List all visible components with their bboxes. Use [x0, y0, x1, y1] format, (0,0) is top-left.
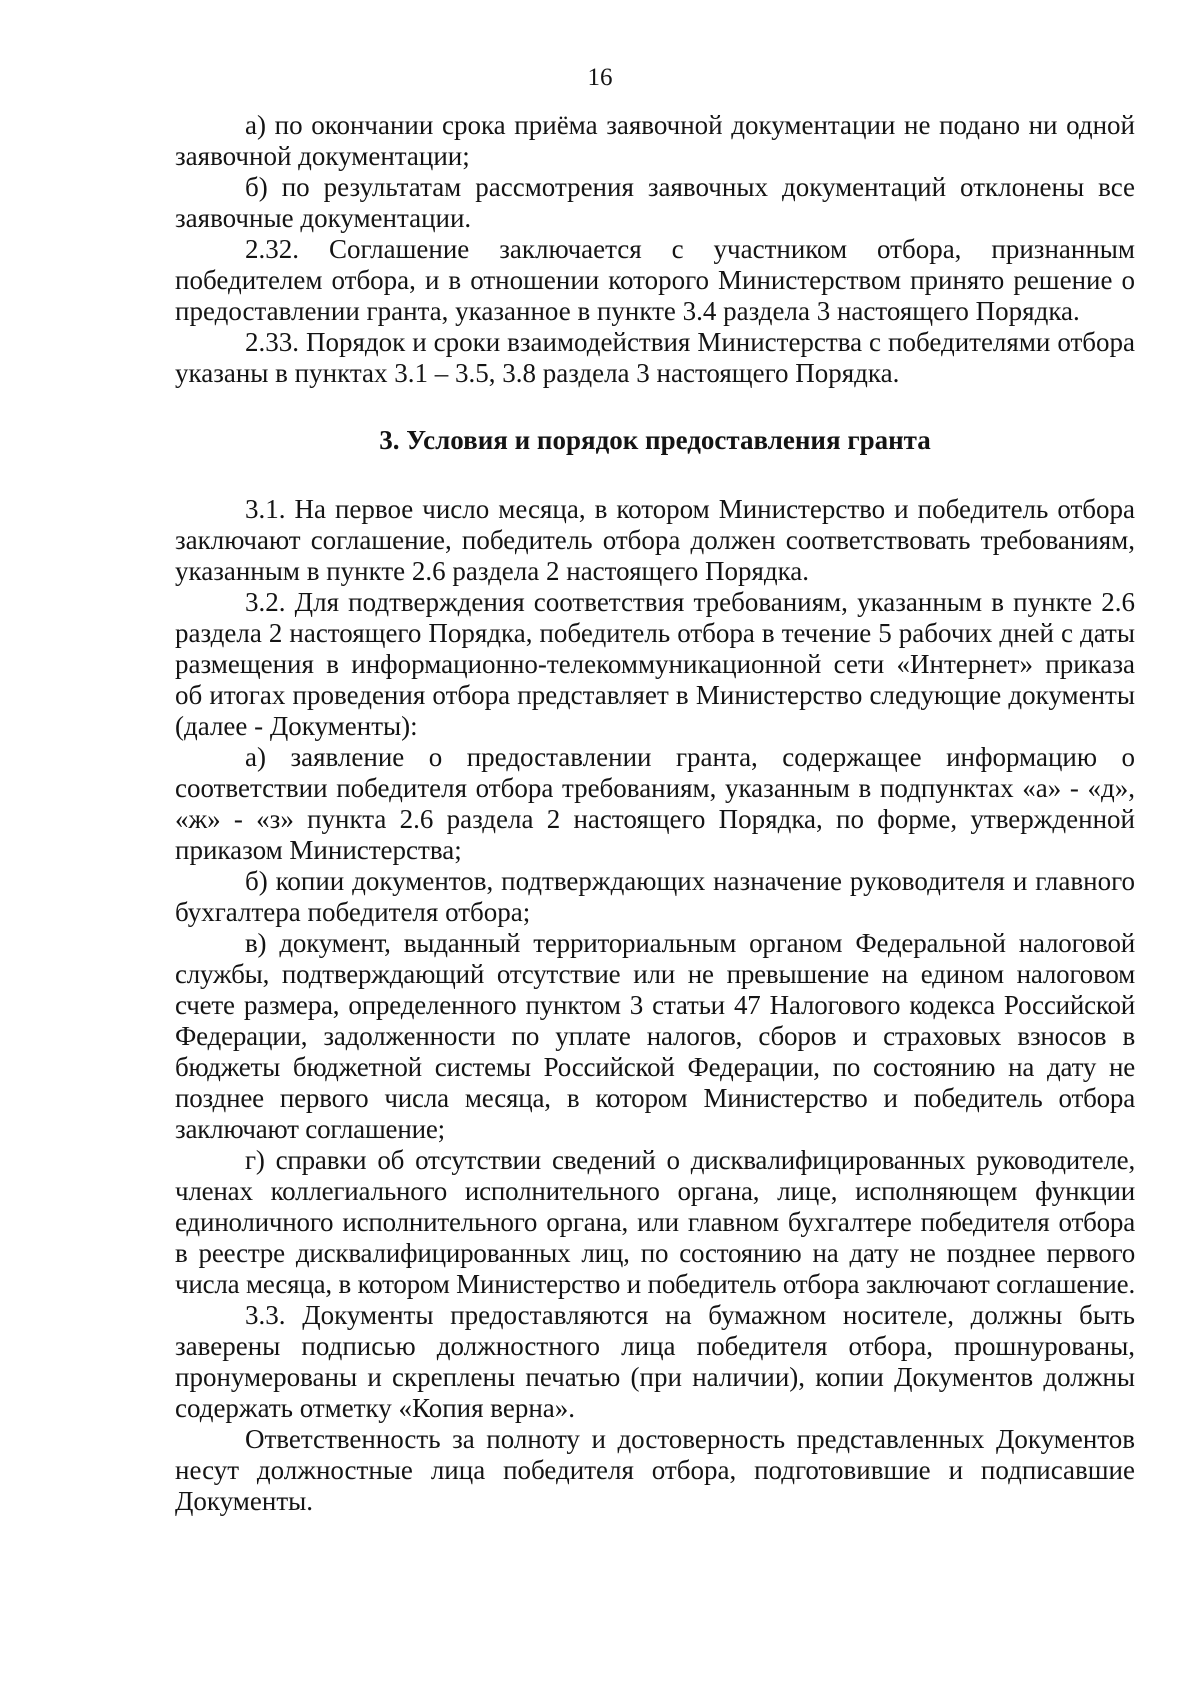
paragraph-2-33: 2.33. Порядок и сроки взаимодействия Министерства с победителями отбора указаны в пунктах 3.1 – 3.5, 3.8 раздела 3 настоящего Порядка.	[175, 327, 1135, 388]
paragraph-3-3: 3.3. Документы предоставляются на бумажном носителе, должны быть заверены подписью должностного лица победителя отбора, прошнурованы, пронумерованы и скреплены печатью (при наличии), копии Документов должны содержать отметку «Копия верна».	[175, 1300, 1135, 1423]
paragraph-3-2-b: б) копии документов, подтверждающих назначение руководителя и главного бухгалтера победителя отбора;	[175, 866, 1135, 927]
paragraph-3-2: 3.2. Для подтверждения соответствия требованиям, указанным в пункте 2.6 раздела 2 настоящего Порядка, победитель отбора в течение 5 рабочих дней с даты размещения в информационно-телекоммуникационной сети «Интернет» приказа об итогах проведения отбора представляет в Министерство следующие документы (далее - Документы):	[175, 587, 1135, 741]
page-number: 16	[587, 64, 613, 91]
section-heading: 3. Условия и порядок предоставления гранта	[379, 425, 931, 455]
paragraph-3-1: 3.1. На первое число месяца, в котором Министерство и победитель отбора заключают соглашение, победитель отбора должен соответствовать требованиям, указанным в пункте 2.6 раздела 2 настоящего Порядка.	[175, 494, 1135, 586]
paragraph-2-32: 2.32. Соглашение заключается с участником отбора, признанным победителем отбора, и в отношении которого Министерством принято решение о предоставлении гранта, указанное в пункте 3.4 раздела 3 настоящего Порядка.	[175, 234, 1135, 326]
paragraph-3-2-a: а) заявление о предоставлении гранта, содержащее информацию о соответствии победителя отбора требованиям, указанным в подпунктах «а» - «д», «ж» - «з» пункта 2.6 раздела 2 настоящего Порядка, по форме, утвержденной приказом Министерства;	[175, 742, 1135, 865]
paragraph-3-2-v: в) документ, выданный территориальным органом Федеральной налоговой службы, подтверждающий отсутствие или не превышение на едином налоговом счете размера, определенного пунктом 3 статьи 47 Налогового кодекса Российской Федерации, задолженности по уплате налогов, сборов и страховых взносов в бюджеты бюджетной системы Российской Федерации, по состоянию на дату не позднее первого числа месяца, в котором Министерство и победитель отбора заключают соглашение;	[175, 928, 1135, 1144]
document-body	[175, 110, 1135, 1517]
paragraph-2-31-a: а) по окончании срока приёма заявочной документации не подано ни одной заявочной документации;	[175, 110, 1135, 171]
paragraph-responsibility: Ответственность за полноту и достоверность представленных Документов несут должностные лица победителя отбора, подготовившие и подписавшие Документы.	[175, 1424, 1135, 1516]
paragraph-2-31-b: б) по результатам рассмотрения заявочных документаций отклонены все заявочные документации.	[175, 172, 1135, 233]
paragraph-3-2-g: г) справки об отсутствии сведений о дисквалифицированных руководителе, членах коллегиального исполнительного органа, лице, исполняющем функции единоличного исполнительного органа, или главном бухгалтере победителя отбора в реестре дисквалифицированных лиц, по состоянию на дату не позднее первого числа месяца, в котором Министерство и победитель отбора заключают соглашение.	[175, 1145, 1136, 1299]
